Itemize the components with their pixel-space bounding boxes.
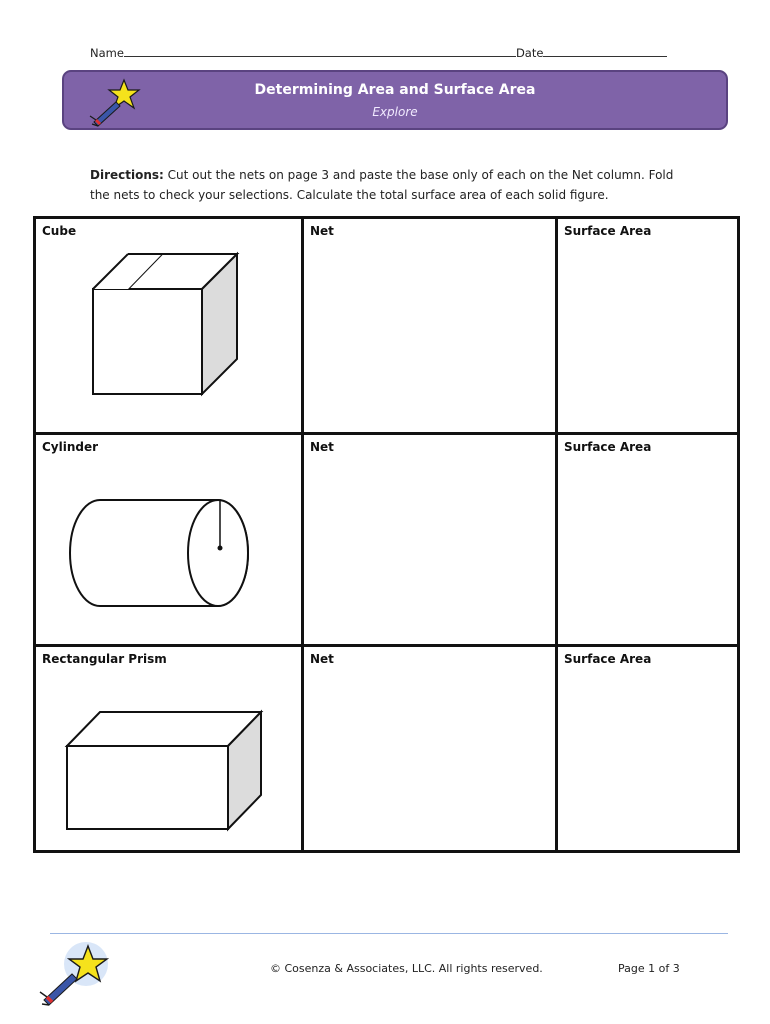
net-cell-rectangular-prism[interactable] [303, 646, 557, 852]
name-field[interactable] [124, 46, 516, 57]
surface-area-cell-cube[interactable] [557, 218, 739, 434]
net-label: Net [310, 652, 334, 666]
surface-area-label: Surface Area [564, 224, 652, 238]
figure-label: Cylinder [42, 440, 99, 454]
net-label: Net [310, 224, 334, 238]
cylinder-icon [36, 435, 298, 641]
surface-area-cell-rectangular-prism[interactable] [557, 646, 739, 852]
figure-label: Cube [42, 224, 77, 238]
net-label: Net [310, 440, 334, 454]
date-field[interactable] [543, 46, 667, 57]
directions-label: Directions: [90, 168, 164, 182]
title-banner [62, 70, 728, 130]
copyright-text: © Cosenza & Associates, LLC. All rights reserved. [270, 962, 543, 975]
figure-cell-cube [35, 218, 303, 434]
rectangular-prism-icon [36, 647, 298, 847]
date-label: Date [515, 46, 544, 60]
name-label: Name [90, 46, 124, 60]
directions-body: Cut out the nets on page 3 and paste the base only of each on the Net column. Fold the nets to check your selections. Calculate the total surface area of each solid figure. [90, 168, 674, 202]
table-row [35, 218, 739, 434]
page-number: Page 1 of 3 [618, 962, 680, 975]
footer-divider [50, 933, 728, 934]
figure-cell-rectangular-prism [35, 646, 303, 852]
surface-area-cell-cylinder[interactable] [557, 434, 739, 646]
directions-text [90, 165, 680, 205]
table-row [35, 434, 739, 646]
figure-cell-cylinder [35, 434, 303, 646]
name-date-line [90, 46, 680, 60]
net-cell-cube[interactable] [303, 218, 557, 434]
footer-rocket-star-icon [36, 934, 116, 1010]
net-cell-cylinder[interactable] [303, 434, 557, 646]
figure-label: Rectangular Prism [42, 652, 167, 666]
worksheet-subtitle: Explore [372, 105, 418, 119]
worksheet-title: Determining Area and Surface Area [254, 82, 536, 98]
cube-icon [36, 219, 298, 429]
table-row [35, 646, 739, 852]
surface-area-table [33, 216, 740, 853]
surface-area-label: Surface Area [564, 652, 652, 666]
rocket-star-icon [86, 76, 146, 132]
surface-area-label: Surface Area [564, 440, 652, 454]
